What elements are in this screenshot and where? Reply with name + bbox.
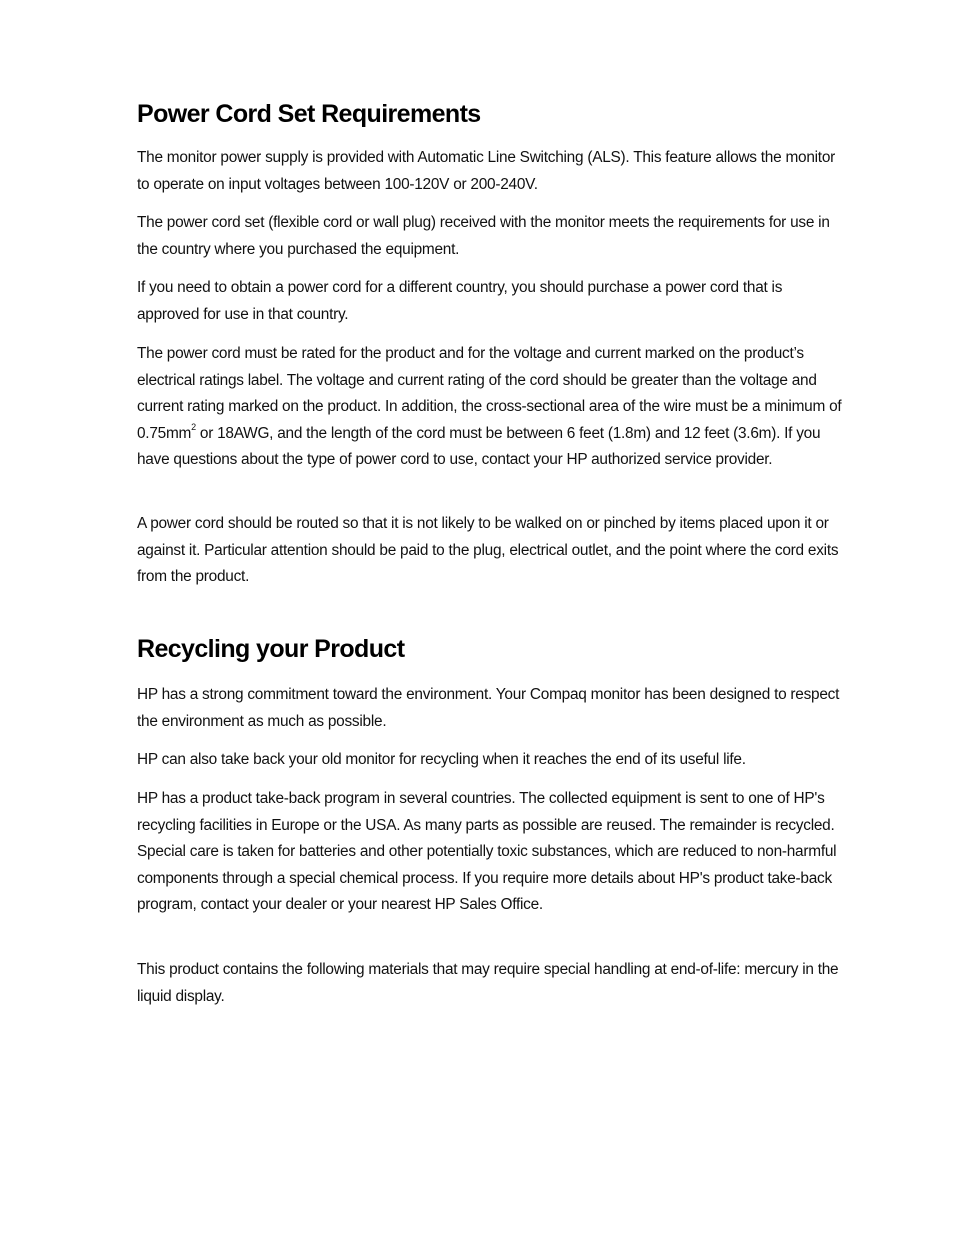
superscript-squared: 2 (191, 422, 196, 433)
cord-rating-text-part2: or 18AWG, and the length of the cord must be between 6 feet (1.8m) and 12 feet (3.6m). If you have questions about the type of power cord to use, contact your HP authorized service provider. (137, 424, 821, 468)
paragraph-different-country: If you need to obtain a power cord for a different country, you should purchase a power cord that is approved for use in that country. (137, 279, 783, 323)
paragraph-commitment: HP has a strong commitment toward the environment. Your Compaq monitor has been designed to respect the environment as much as possible. (137, 686, 840, 730)
paragraph-cord-set: The power cord set (flexible cord or wall plug) received with the monitor meets the requirements for use in the country where you purchased the equipment. (137, 214, 830, 258)
paragraph-cord-routing: A power cord should be routed so that it is not likely to be walked on or pinched by items placed upon it or against it. Particular attention should be paid to the plug, electrical outlet, and the point where the cord exits from the product. (137, 515, 839, 585)
section-title-recycling: Recycling your Product (137, 635, 405, 663)
cord-rating-text-part1: The power cord must be rated for the product and for the voltage and current marked on the product’s electrical ratings label. The voltage and current rating of the cord should be greater than the voltage and current rating marked on the product. In addition, the cross-sectional area of the wire must be a minimum of 0.75mm (137, 345, 842, 442)
paragraph-take-back: HP can also take back your old monitor for recycling when it reaches the end of its useful life. (137, 751, 746, 768)
paragraph-cord-rating (137, 341, 843, 474)
paragraph-als: The monitor power supply is provided with Automatic Line Switching (ALS). This feature allows the monitor to operate on input voltages between 100-120V or 200-240V. (137, 149, 836, 193)
paragraph-materials: This product contains the following materials that may require special handling at end-of-life: mercury in the liquid display. (137, 961, 839, 1005)
paragraph-take-back-program: HP has a product take-back program in several countries. The collected equipment is sent to one of HP's recycling facilities in Europe or the USA. As many parts as possible are reused. The remainder is recycled. Special care is taken for batteries and other potentially toxic substances, which are reduced to non-harmful components through a special chemical process. If you require more details about HP's product take-back program, contact your dealer or your nearest HP Sales Office. (137, 790, 837, 913)
section-title-power-cord: Power Cord Set Requirements (137, 100, 481, 128)
